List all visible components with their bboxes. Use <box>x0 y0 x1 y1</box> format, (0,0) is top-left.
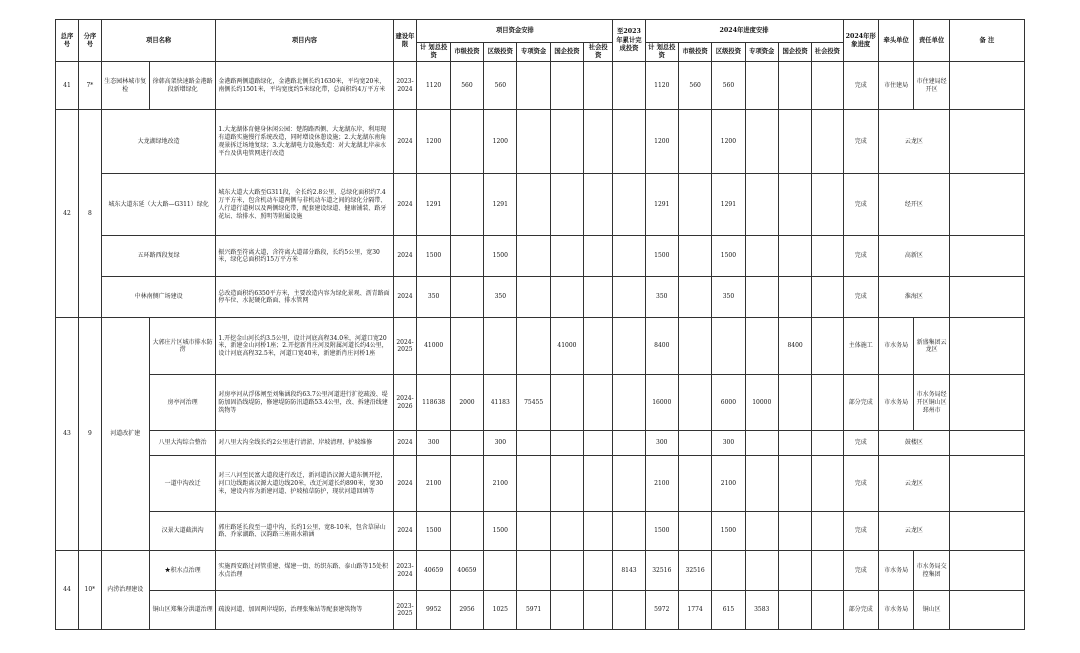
project-name-cell: 中林南侧广场建设 <box>101 277 216 318</box>
project-content-cell: 1.开挖金山河长约3.5公里，设计河底高程34.0米，河道口宽20米，新建金山河桥1座；2.开挖新肖庄河及附属河道长约4公里，设计河底高程32.5米，河道口宽40米，新建新肖庄河桥1座 <box>216 318 393 375</box>
fund-value-cell <box>584 110 613 174</box>
category-cell: 生态园林城市复检 <box>101 62 149 110</box>
header-fund-plan: 项目资金安排 <box>417 20 613 43</box>
header-progress-2024: 2024年形象进度 <box>843 20 878 62</box>
sched-value-cell <box>778 174 811 236</box>
table-row <box>56 375 1025 431</box>
build-years-cell: 2024 <box>393 110 417 174</box>
resp-unit-cell: 经开区 <box>878 174 949 236</box>
project-content-cell: 对三八河至民富大道段进行改迁，新河道沿汉源大道东侧开挖，河口边线距离汉源大道边线20米，改迁河道长约890米，宽30米，建设内容为新建河道、护坡植草防护，现状河道回填等 <box>216 456 393 512</box>
project-name-cell: ★积水点治理 <box>149 551 216 591</box>
fund-value-cell: 350 <box>484 277 517 318</box>
header-lead-unit: 牵头单位 <box>878 20 913 62</box>
fund-value-cell <box>517 431 550 456</box>
fund-value-cell <box>450 431 483 456</box>
header-cum-2023: 至2023年累计完成投资 <box>613 20 645 62</box>
progress-cell: 完成 <box>843 512 878 551</box>
sched-value-cell: 3583 <box>745 591 778 630</box>
progress-cell: 完成 <box>843 456 878 512</box>
fund-value-cell: 2000 <box>450 375 483 431</box>
lead-unit-cell: 市水务局 <box>878 551 913 591</box>
header-sched-col: 区级投资 <box>712 43 745 62</box>
project-content-cell: 实施西安路过河管重建、煤建一街、纺织东路、泰山路等15处积水点治理 <box>216 551 393 591</box>
fund-value-cell <box>550 375 583 431</box>
fund-value-cell: 560 <box>450 62 483 110</box>
header-sched-col: 国企投资 <box>778 43 811 62</box>
sched-value-cell <box>778 277 811 318</box>
build-years-cell: 2023-2024 <box>393 551 417 591</box>
sched-value-cell: 1200 <box>712 110 745 174</box>
fund-value-cell: 300 <box>484 431 517 456</box>
build-years-cell: 2024-2026 <box>393 375 417 431</box>
sched-value-cell <box>812 236 843 277</box>
fund-value-cell <box>484 318 517 375</box>
sched-value-cell <box>778 512 811 551</box>
fund-value-cell <box>517 318 550 375</box>
progress-cell: 完成 <box>843 110 878 174</box>
fund-value-cell <box>484 551 517 591</box>
build-years-cell: 2024 <box>393 512 417 551</box>
lead-unit-cell: 市水务局 <box>878 318 913 375</box>
fund-value-cell <box>517 174 550 236</box>
sched-value-cell <box>745 236 778 277</box>
sched-value-cell <box>812 551 843 591</box>
project-name-cell: 大龙湖绿地改造 <box>101 110 216 174</box>
fund-value-cell: 2100 <box>417 456 450 512</box>
fund-value-cell <box>450 277 483 318</box>
sched-value-cell: 560 <box>678 62 711 110</box>
cum-2023-cell <box>613 456 645 512</box>
header-sched-col: 社会投资 <box>812 43 843 62</box>
progress-cell: 部分完成 <box>843 375 878 431</box>
header-sched-col: 市级投资 <box>678 43 711 62</box>
remarks-cell <box>949 174 1024 236</box>
sched-value-cell: 1774 <box>678 591 711 630</box>
fund-value-cell: 350 <box>417 277 450 318</box>
sched-value-cell <box>745 551 778 591</box>
fund-value-cell <box>550 512 583 551</box>
sched-value-cell <box>778 62 811 110</box>
header-project-content: 项目内容 <box>216 20 393 62</box>
header-fund-col: 社会投资 <box>584 43 613 62</box>
project-name-cell: 八里大沟综合整治 <box>149 431 216 456</box>
fund-value-cell <box>550 62 583 110</box>
fund-value-cell: 9952 <box>417 591 450 630</box>
sched-value-cell: 2100 <box>645 456 678 512</box>
fund-value-cell <box>584 318 613 375</box>
remarks-cell <box>949 456 1024 512</box>
sched-value-cell: 32516 <box>678 551 711 591</box>
table-row <box>56 110 1025 174</box>
lead-unit-cell: 市住建局 <box>878 62 913 110</box>
fund-value-cell: 40659 <box>417 551 450 591</box>
resp-unit-cell: 新盛集团云龙区 <box>914 318 949 375</box>
fund-value-cell: 41183 <box>484 375 517 431</box>
sched-value-cell: 1500 <box>712 512 745 551</box>
project-content-cell: 郭庄路延长段至一道中沟，长约1公里，宽8-10米，包含草屏山路、乔家湖路、汉韵路三座雨水箱涵 <box>216 512 393 551</box>
project-name-cell: 徐韩高架快速路金港路段新增绿化 <box>149 62 216 110</box>
fund-value-cell: 75455 <box>517 375 550 431</box>
fund-value-cell <box>517 62 550 110</box>
header-fund-col: 市级投资 <box>450 43 483 62</box>
fund-value-cell: 1200 <box>484 110 517 174</box>
resp-unit-cell: 市水务局经开区铜山区邳州市 <box>914 375 949 431</box>
sched-value-cell <box>745 174 778 236</box>
project-content-cell: 总改造面积约6350平方米，主要改造内容为绿化景观、沥青路面停车位、水泥硬化路面、排水管网 <box>216 277 393 318</box>
sched-value-cell <box>678 431 711 456</box>
fund-value-cell <box>584 431 613 456</box>
resp-unit-cell: 云龙区 <box>878 110 949 174</box>
fund-value-cell <box>584 236 613 277</box>
sched-value-cell: 1500 <box>645 236 678 277</box>
fund-value-cell <box>517 277 550 318</box>
fund-value-cell <box>584 591 613 630</box>
sched-value-cell: 560 <box>712 62 745 110</box>
sched-value-cell <box>745 62 778 110</box>
sched-value-cell: 2100 <box>712 456 745 512</box>
fund-value-cell <box>584 512 613 551</box>
project-content-cell: 1.大龙湖体育健身休闲公园：楚韵路西侧、大龙湖东岸，利用现有道路实施慢行系统改造，同时增设休憩设施；2.大龙湖东南角观景拆迁场地复绿；3.大龙湖电力设施改造：对大龙湖北岸亲水平台及供电管网进行改造 <box>216 110 393 174</box>
sched-value-cell <box>812 277 843 318</box>
resp-unit-cell: 鼓楼区 <box>878 431 949 456</box>
sched-value-cell <box>678 174 711 236</box>
sched-value-cell <box>712 318 745 375</box>
fund-value-cell: 1291 <box>484 174 517 236</box>
total-no-cell: 43 <box>56 318 79 551</box>
remarks-cell <box>949 277 1024 318</box>
resp-unit-cell: 市住建局经开区 <box>914 62 949 110</box>
sched-value-cell <box>778 591 811 630</box>
sched-value-cell: 16000 <box>645 375 678 431</box>
fund-value-cell: 560 <box>484 62 517 110</box>
progress-cell: 主体施工 <box>843 318 878 375</box>
sched-value-cell <box>778 375 811 431</box>
cum-2023-cell <box>613 277 645 318</box>
progress-cell: 完成 <box>843 277 878 318</box>
fund-value-cell <box>450 456 483 512</box>
table-row <box>56 174 1025 236</box>
sched-value-cell: 1200 <box>645 110 678 174</box>
sched-value-cell: 1500 <box>712 236 745 277</box>
sub-no-cell: 9 <box>78 318 101 551</box>
sched-value-cell: 8400 <box>645 318 678 375</box>
fund-value-cell <box>584 277 613 318</box>
sched-value-cell: 1291 <box>712 174 745 236</box>
sched-value-cell: 350 <box>712 277 745 318</box>
build-years-cell: 2024 <box>393 431 417 456</box>
table-row <box>56 591 1025 630</box>
header-fund-col: 专项资金 <box>517 43 550 62</box>
build-years-cell: 2024-2025 <box>393 318 417 375</box>
table-row <box>56 236 1025 277</box>
fund-value-cell <box>550 110 583 174</box>
remarks-cell <box>949 512 1024 551</box>
sched-value-cell <box>678 375 711 431</box>
project-content-cell: 对八里大沟全线长约2公里进行清淤、岸坡清理、护坡维修 <box>216 431 393 456</box>
fund-value-cell <box>517 236 550 277</box>
build-years-cell: 2024 <box>393 277 417 318</box>
header-sched-2024: 2024年进度安排 <box>645 20 843 43</box>
lead-unit-cell: 市水务局 <box>878 591 913 630</box>
remarks-cell <box>949 431 1024 456</box>
sched-value-cell <box>745 318 778 375</box>
sched-value-cell: 10000 <box>745 375 778 431</box>
cum-2023-cell <box>613 375 645 431</box>
fund-value-cell: 1500 <box>484 512 517 551</box>
sched-value-cell <box>812 375 843 431</box>
fund-value-cell: 1500 <box>484 236 517 277</box>
sched-value-cell <box>778 456 811 512</box>
sub-no-cell: 10* <box>78 551 101 630</box>
progress-cell: 完成 <box>843 431 878 456</box>
sched-value-cell <box>712 551 745 591</box>
cum-2023-cell <box>613 591 645 630</box>
project-content-cell: 金港路两侧道路绿化，金港路北侧长约1630米，平均宽20米，南侧长约1501米，平均宽度约5米绿化带，总面积约4万平方米 <box>216 62 393 110</box>
sched-value-cell <box>778 236 811 277</box>
resp-unit-cell: 淮海区 <box>878 277 949 318</box>
fund-value-cell: 1500 <box>417 236 450 277</box>
fund-value-cell <box>450 236 483 277</box>
sub-no-cell: 7* <box>78 62 101 110</box>
sched-value-cell <box>812 318 843 375</box>
resp-unit-cell: 铜山区 <box>914 591 949 630</box>
fund-value-cell <box>550 174 583 236</box>
cum-2023-cell <box>613 110 645 174</box>
fund-value-cell: 5971 <box>517 591 550 630</box>
progress-cell: 完成 <box>843 236 878 277</box>
table-row <box>56 512 1025 551</box>
sched-value-cell <box>812 110 843 174</box>
sched-value-cell <box>778 431 811 456</box>
sched-value-cell <box>678 110 711 174</box>
header-sched-col: 专项资金 <box>745 43 778 62</box>
header-sched-col: 计 划总投资 <box>645 43 678 62</box>
remarks-cell <box>949 591 1024 630</box>
fund-value-cell: 2956 <box>450 591 483 630</box>
table-row <box>56 62 1025 110</box>
build-years-cell: 2024 <box>393 236 417 277</box>
table-row <box>56 456 1025 512</box>
fund-value-cell <box>550 236 583 277</box>
fund-value-cell: 300 <box>417 431 450 456</box>
fund-value-cell <box>517 512 550 551</box>
build-years-cell: 2023-2024 <box>393 62 417 110</box>
project-name-cell: 城东大道东延（大大路—G311）绿化 <box>101 174 216 236</box>
sched-value-cell <box>778 110 811 174</box>
resp-unit-cell: 云龙区 <box>878 512 949 551</box>
header-remarks: 备 注 <box>949 20 1024 62</box>
build-years-cell: 2023-2025 <box>393 591 417 630</box>
header-total-no: 总序号 <box>56 20 79 62</box>
resp-unit-cell: 市水务局交控集团 <box>914 551 949 591</box>
project-name-cell: 房亭河治理 <box>149 375 216 431</box>
header-fund-col: 区级投资 <box>484 43 517 62</box>
fund-value-cell: 118638 <box>417 375 450 431</box>
category-cell: 河道改扩建 <box>101 318 149 551</box>
sched-value-cell: 300 <box>645 431 678 456</box>
fund-value-cell <box>584 456 613 512</box>
fund-value-cell: 2100 <box>484 456 517 512</box>
sched-value-cell <box>745 431 778 456</box>
fund-value-cell: 1025 <box>484 591 517 630</box>
lead-unit-cell: 市水务局 <box>878 375 913 431</box>
header-project-name: 项目名称 <box>101 20 216 62</box>
resp-unit-cell: 云龙区 <box>878 456 949 512</box>
fund-value-cell: 1500 <box>417 512 450 551</box>
fund-value-cell <box>450 174 483 236</box>
project-table <box>55 19 1025 630</box>
sched-value-cell <box>678 318 711 375</box>
project-name-cell: 铜山区郑集分洪道治理 <box>149 591 216 630</box>
fund-value-cell <box>517 110 550 174</box>
fund-value-cell <box>550 277 583 318</box>
fund-value-cell <box>450 110 483 174</box>
project-schedule-sheet <box>55 19 1025 630</box>
fund-value-cell <box>584 174 613 236</box>
sched-value-cell: 5972 <box>645 591 678 630</box>
sched-value-cell: 32516 <box>645 551 678 591</box>
cum-2023-cell <box>613 236 645 277</box>
table-row <box>56 431 1025 456</box>
sched-value-cell: 1291 <box>645 174 678 236</box>
header-resp-unit: 责任单位 <box>914 20 949 62</box>
total-no-cell: 42 <box>56 110 79 318</box>
build-years-cell: 2024 <box>393 456 417 512</box>
sched-value-cell: 1120 <box>645 62 678 110</box>
fund-value-cell <box>584 551 613 591</box>
cum-2023-cell <box>613 431 645 456</box>
sched-value-cell <box>745 110 778 174</box>
header-sub-no: 分序号 <box>78 20 101 62</box>
sched-value-cell <box>745 456 778 512</box>
fund-value-cell <box>584 375 613 431</box>
sched-value-cell <box>812 591 843 630</box>
table-row <box>56 318 1025 375</box>
sched-value-cell: 300 <box>712 431 745 456</box>
sched-value-cell <box>678 236 711 277</box>
sched-value-cell <box>745 277 778 318</box>
project-name-cell: 大郭庄片区城市排水防涝 <box>149 318 216 375</box>
project-content-cell: 城东大道大大路至G311段，全长约2.8公里，总绿化面积约7.4万平方米，包含机动车道两侧与非机动车道之间的绿化分隔带、人行道行道树以及两侧绿化带，配套建设绿道、健康铺装、路牙花坛、给排水、照明等附属设施 <box>216 174 393 236</box>
progress-cell: 部分完成 <box>843 591 878 630</box>
remarks-cell <box>949 62 1024 110</box>
fund-value-cell <box>550 456 583 512</box>
project-name-cell: 五环路西段复绿 <box>101 236 216 277</box>
sched-value-cell: 1500 <box>645 512 678 551</box>
fund-value-cell: 41000 <box>417 318 450 375</box>
cum-2023-cell <box>613 318 645 375</box>
fund-value-cell <box>550 591 583 630</box>
sched-value-cell <box>812 62 843 110</box>
resp-unit-cell: 高新区 <box>878 236 949 277</box>
cum-2023-cell: 8143 <box>613 551 645 591</box>
total-no-cell: 44 <box>56 551 79 630</box>
project-content-cell: 疏浚河道、加固两岸堤防，治理张集站等配套建筑物等 <box>216 591 393 630</box>
remarks-cell <box>949 318 1024 375</box>
remarks-cell <box>949 375 1024 431</box>
sched-value-cell <box>812 431 843 456</box>
header-build-years: 建设年限 <box>393 20 417 62</box>
fund-value-cell <box>517 551 550 591</box>
fund-value-cell: 1291 <box>417 174 450 236</box>
sched-value-cell <box>812 456 843 512</box>
cum-2023-cell <box>613 62 645 110</box>
sub-no-cell: 8 <box>78 110 101 318</box>
remarks-cell <box>949 551 1024 591</box>
sched-value-cell <box>812 512 843 551</box>
table-body <box>56 62 1025 630</box>
sched-value-cell: 350 <box>645 277 678 318</box>
cum-2023-cell <box>613 512 645 551</box>
fund-value-cell <box>550 551 583 591</box>
fund-value-cell <box>584 62 613 110</box>
progress-cell: 完成 <box>843 174 878 236</box>
total-no-cell: 41 <box>56 62 79 110</box>
remarks-cell <box>949 110 1024 174</box>
header-fund-col: 计 划总投资 <box>417 43 450 62</box>
cum-2023-cell <box>613 174 645 236</box>
project-name-cell: 一道中沟改迁 <box>149 456 216 512</box>
table-row <box>56 277 1025 318</box>
progress-cell: 完成 <box>843 551 878 591</box>
fund-value-cell: 40659 <box>450 551 483 591</box>
fund-value-cell <box>550 431 583 456</box>
project-content-cell: 振兴路至符离大道，含符离大道部分路段，长约5公里，宽30米，绿化总面积约15万平方米 <box>216 236 393 277</box>
table-row <box>56 551 1025 591</box>
build-years-cell: 2024 <box>393 174 417 236</box>
sched-value-cell: 615 <box>712 591 745 630</box>
sched-value-cell: 6000 <box>712 375 745 431</box>
sched-value-cell <box>678 512 711 551</box>
fund-value-cell <box>450 318 483 375</box>
header-fund-col: 国企投资 <box>550 43 583 62</box>
project-name-cell: 汉景大道截洪沟 <box>149 512 216 551</box>
sched-value-cell <box>678 277 711 318</box>
sched-value-cell <box>678 456 711 512</box>
fund-value-cell <box>450 512 483 551</box>
fund-value-cell: 1120 <box>417 62 450 110</box>
fund-value-cell <box>517 456 550 512</box>
remarks-cell <box>949 236 1024 277</box>
sched-value-cell <box>745 512 778 551</box>
project-content-cell: 对房亭河从浮体闸至刘集涵段约63.7公里河道进行扩挖疏浚、堤防加固沿线堤防，修建堤防防汛道路53.4公里，改、拆建沿线建筑物等 <box>216 375 393 431</box>
sched-value-cell: 8400 <box>778 318 811 375</box>
fund-value-cell: 1200 <box>417 110 450 174</box>
progress-cell: 完成 <box>843 62 878 110</box>
category-cell: 内涝治理建设 <box>101 551 149 630</box>
sched-value-cell <box>778 551 811 591</box>
fund-value-cell: 41000 <box>550 318 583 375</box>
sched-value-cell <box>812 174 843 236</box>
